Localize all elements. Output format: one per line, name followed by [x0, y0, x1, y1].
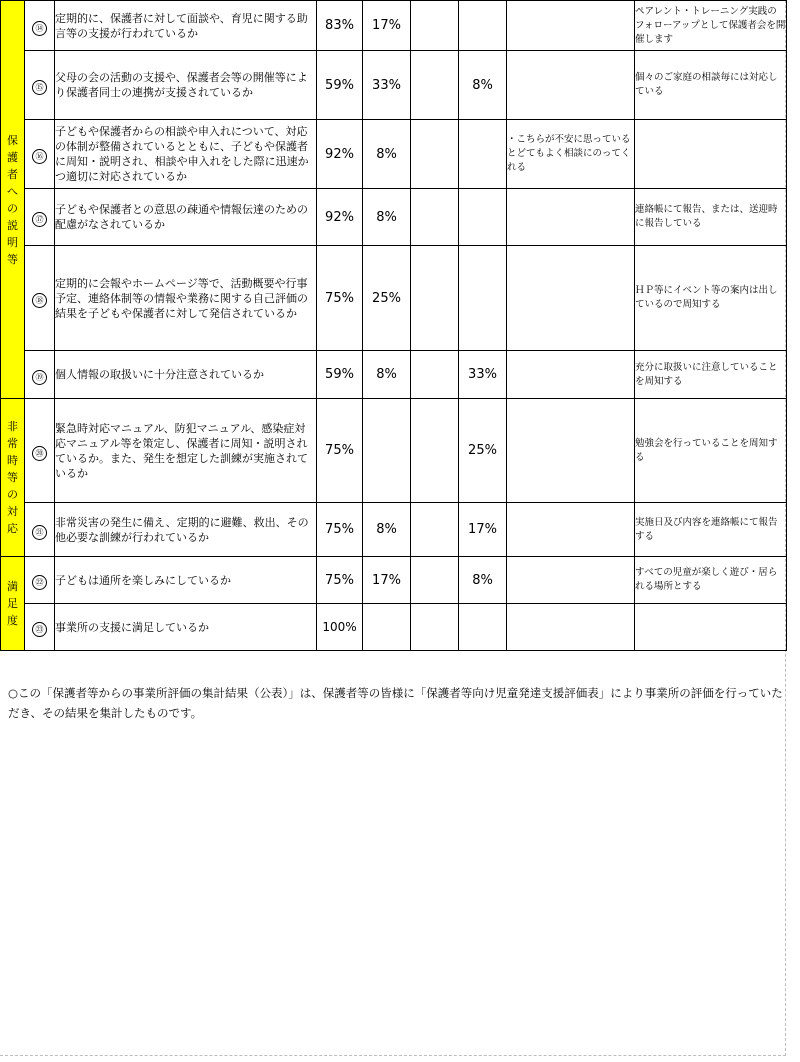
- parent-opinion: [507, 51, 635, 120]
- question-text: 子どもや保護者との意思の疎通や情報伝達のための配慮がなされているか: [55, 189, 317, 246]
- pct-neither: 8%: [363, 189, 411, 246]
- facility-response: すべての児童が楽しく遊び・居られる場所とする: [635, 557, 787, 604]
- pct-yes: 75%: [317, 557, 363, 604]
- pct-yes: 100%: [317, 604, 363, 651]
- item-number: ㉓: [25, 604, 55, 651]
- facility-response: ペアレント・トレーニング実践のフォローアップとして保護者会を開催します: [635, 1, 787, 51]
- facility-response: 勉強会を行っていることを周知する: [635, 399, 787, 503]
- question-text: 定期的に会報やホームページ等で、活動概要や行事予定、連絡体制等の情報や業務に関する自己評価の結果を子どもや保護者に対して発信されているか: [55, 246, 317, 351]
- item-number: ㉑: [25, 503, 55, 557]
- table-row: [1, 604, 787, 651]
- pct-unknown: [459, 604, 507, 651]
- table-row: [1, 557, 787, 604]
- pct-neither: [363, 399, 411, 503]
- pct-no: [411, 503, 459, 557]
- category-explain: 保護者への説明等: [1, 1, 25, 399]
- question-text: 緊急時対応マニュアル、防犯マニュアル、感染症対応マニュアル等を策定し、保護者に周知・説明されているか。また、発生を想定した訓練が実施されているか: [55, 399, 317, 503]
- parent-opinion: [507, 246, 635, 351]
- table-row: [1, 1, 787, 51]
- parent-opinion: [507, 604, 635, 651]
- pct-yes: 75%: [317, 246, 363, 351]
- question-text: 子どもは通所を楽しみにしているか: [55, 557, 317, 604]
- question-text: 個人情報の取扱いに十分注意されているか: [55, 351, 317, 399]
- pct-yes: 75%: [317, 503, 363, 557]
- pct-neither: 25%: [363, 246, 411, 351]
- pct-no: [411, 120, 459, 189]
- pct-yes: 75%: [317, 399, 363, 503]
- pct-yes: 92%: [317, 120, 363, 189]
- pct-no: [411, 557, 459, 604]
- pct-unknown: [459, 120, 507, 189]
- pct-neither: 8%: [363, 120, 411, 189]
- pct-neither: 17%: [363, 557, 411, 604]
- pct-yes: 92%: [317, 189, 363, 246]
- pct-unknown: 25%: [459, 399, 507, 503]
- table-row: [1, 51, 787, 120]
- parent-opinion: ・こちらが不安に思っているとどてもよく相談にのってくれる: [507, 120, 635, 189]
- item-number: ⑯: [25, 120, 55, 189]
- item-number: ⑲: [25, 351, 55, 399]
- facility-response: 連絡帳にて報告、または、送迎時に報告している: [635, 189, 787, 246]
- item-number: ⑰: [25, 189, 55, 246]
- pct-unknown: 17%: [459, 503, 507, 557]
- facility-response: [635, 604, 787, 651]
- item-number: ⑳: [25, 399, 55, 503]
- parent-opinion: [507, 503, 635, 557]
- pct-yes: 59%: [317, 51, 363, 120]
- table-row: [1, 246, 787, 351]
- pct-unknown: 33%: [459, 351, 507, 399]
- pct-unknown: 8%: [459, 557, 507, 604]
- pct-neither: 8%: [363, 503, 411, 557]
- pct-neither: [363, 604, 411, 651]
- item-number: ⑱: [25, 246, 55, 351]
- parent-opinion: [507, 557, 635, 604]
- parent-opinion: [507, 189, 635, 246]
- facility-response: 個々のご家庭の相談毎には対応している: [635, 51, 787, 120]
- table-row: [1, 399, 787, 503]
- pct-no: [411, 351, 459, 399]
- facility-response: ＨＰ等にイベント等の案内は出しているので周知する: [635, 246, 787, 351]
- facility-response: 実施日及び内容を連絡帳にて報告する: [635, 503, 787, 557]
- table-row: [1, 120, 787, 189]
- pct-unknown: [459, 1, 507, 51]
- pct-no: [411, 246, 459, 351]
- pct-no: [411, 189, 459, 246]
- question-text: 父母の会の活動の支援や、保護者会等の開催等により保護者同士の連携が支援されているか: [55, 51, 317, 120]
- pct-no: [411, 604, 459, 651]
- pct-neither: 17%: [363, 1, 411, 51]
- category-satisfaction: 満足度: [1, 557, 25, 651]
- pct-no: [411, 51, 459, 120]
- pct-no: [411, 1, 459, 51]
- pct-unknown: 8%: [459, 51, 507, 120]
- table-row: [1, 351, 787, 399]
- question-text: 事業所の支援に満足しているか: [55, 604, 317, 651]
- category-emergency: 非常時等の対応: [1, 399, 25, 557]
- facility-response: 充分に取扱いに注意していることを周知する: [635, 351, 787, 399]
- pct-no: [411, 399, 459, 503]
- item-number: ⑮: [25, 51, 55, 120]
- question-text: 定期的に、保護者に対して面談や、育児に関する助言等の支援が行われているか: [55, 1, 317, 51]
- table-row: [1, 503, 787, 557]
- pct-neither: 8%: [363, 351, 411, 399]
- question-text: 非常災害の発生に備え、定期的に避難、救出、その他必要な訓練が行われているか: [55, 503, 317, 557]
- facility-response: [635, 120, 787, 189]
- item-number: ㉒: [25, 557, 55, 604]
- pct-yes: 83%: [317, 1, 363, 51]
- table-row: [1, 189, 787, 246]
- footnote: ○この「保護者等からの事業所評価の集計結果（公表）」は、保護者等の皆様に「保護者等向け児童発達支援評価表」により事業所の評価を行っていただき、その結果を集計したものです。: [8, 686, 783, 720]
- pct-yes: 59%: [317, 351, 363, 399]
- question-text: 子どもや保護者からの相談や申入れについて、対応の体制が整備されているとともに、子どもや保護者に周知・説明され、相談や申入れをした際に迅速かつ適切に対応されているか: [55, 120, 317, 189]
- parent-opinion: [507, 399, 635, 503]
- item-number: ⑭: [25, 1, 55, 51]
- parent-opinion: [507, 1, 635, 51]
- parent-opinion: [507, 351, 635, 399]
- pct-unknown: [459, 246, 507, 351]
- pct-neither: 33%: [363, 51, 411, 120]
- pct-unknown: [459, 189, 507, 246]
